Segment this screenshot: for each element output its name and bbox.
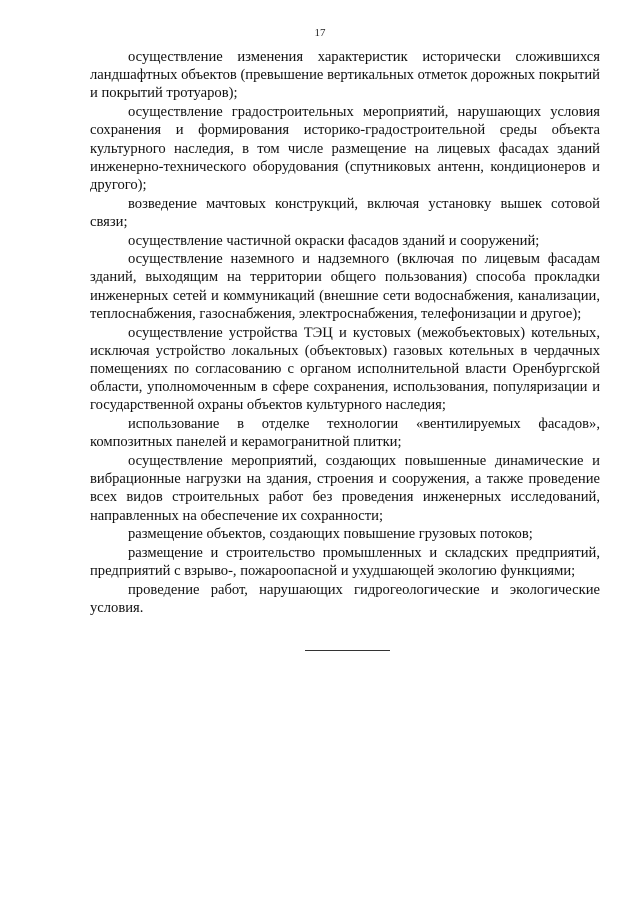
list-item: проведение работ, нарушающих гидрогеологические и экологические условия. (90, 581, 600, 617)
list-item: использование в отделке технологии «вентилируемых фасадов», композитных панелей и керамогранитной плитки; (90, 416, 600, 451)
list-item: размещение объектов, создающих повышение грузовых потоков; (128, 526, 533, 543)
list-item: осуществление мероприятий, создающих повышенные динамические и вибрационные нагрузки на здания, строения и сооружения, а также проведение всех видов строительных работ без проведения инженерных исследований, направленных на обеспечение их сохранности; (90, 452, 600, 524)
list-item: осуществление градостроительных мероприятий, нарушающих условия сохранения и формирования историко-градостроительной среды объекта культурного наследия, в том числе размещение на лицевых фасадах зданий инженерно-технического оборудования (спутниковых антенн, кондиционеров и другого); (90, 104, 600, 193)
list-item: осуществление наземного и надземного (включая по лицевым фасадам зданий, выходящим на территории общего пользования) способа прокладки инженерных сетей и коммуникаций (внешние сети водоснабжения, канализации, теплоснабжения, газоснабжения, электроснабжения, телефонизации и другое); (90, 251, 600, 322)
list-item: размещение и строительство промышленных и складских предприятий, предприятий с взрыво-, пожароопасной и ухудшающей экологию функциями; (90, 544, 600, 580)
list-item: осуществление устройства ТЭЦ и кустовых (межобъектовых) котельных, исключая устройство локальных (объектовых) газовых котельных в чердачных помещениях по согласованию с органом исполнительной власти Оренбургской области, уполномоченным в сфере сохранения, использования, популяризации и государственной охраны объектов культурного наследия; (90, 324, 600, 414)
document-body (90, 48, 600, 618)
list-item: осуществление частичной окраски фасадов зданий и сооружений; (128, 232, 540, 249)
end-separator-line (305, 650, 390, 651)
list-item: возведение мачтовых конструкций, включая установку вышек сотовой связи; (90, 195, 600, 230)
list-item: осуществление изменения характеристик исторически сложившихся ландшафтных объектов (превышение вертикальных отметок дорожных покрытий и покрытий тротуаров); (90, 49, 600, 102)
page-number: 17 (314, 27, 326, 39)
